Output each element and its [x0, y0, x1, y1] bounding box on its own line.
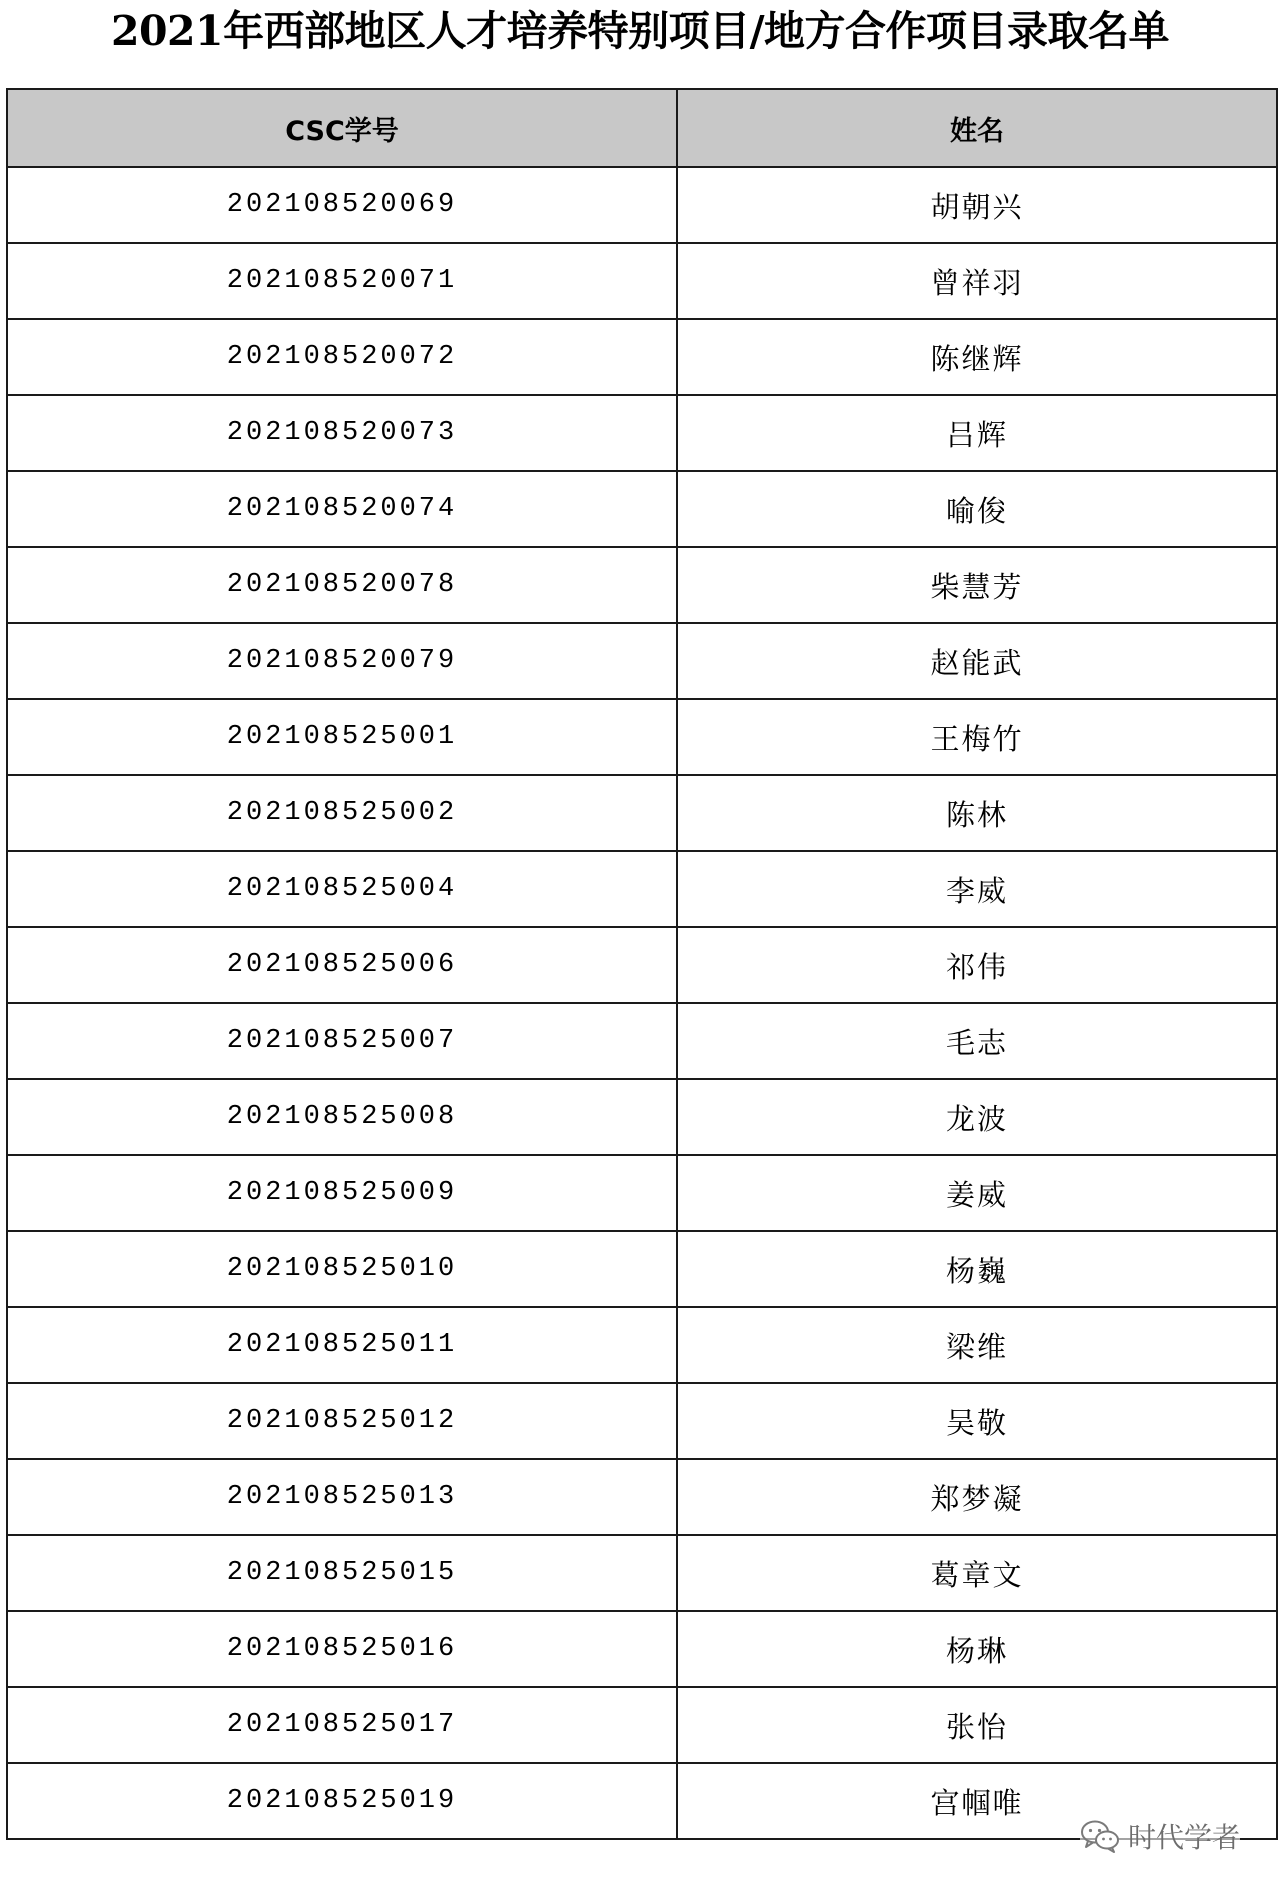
name-cell: 姜威 [677, 1155, 1277, 1231]
name-cell: 胡朝兴 [677, 167, 1277, 243]
name-cell: 吴敬 [677, 1383, 1277, 1459]
csc-id-cell: 202108525006 [7, 927, 677, 1003]
name-cell: 喻俊 [677, 471, 1277, 547]
name-cell: 陈继辉 [677, 319, 1277, 395]
table-body [7, 167, 1277, 1839]
name-cell: 吕辉 [677, 395, 1277, 471]
wechat-icon [1080, 1819, 1120, 1853]
page-title: 2021年西部地区人才培养特别项目/地方合作项目录取名单 [110, 7, 1170, 55]
csc-id-cell: 202108525011 [7, 1307, 677, 1383]
name-cell: 梁维 [677, 1307, 1277, 1383]
table-row [7, 1687, 1277, 1763]
table-row [7, 167, 1277, 243]
csc-id-cell: 202108525017 [7, 1687, 677, 1763]
name-cell: 柴慧芳 [677, 547, 1277, 623]
table-row [7, 1383, 1277, 1459]
name-cell: 曾祥羽 [677, 243, 1277, 319]
csc-id-cell: 202108525012 [7, 1383, 677, 1459]
admission-table [6, 88, 1278, 1840]
name-cell: 王梅竹 [677, 699, 1277, 775]
csc-id-cell: 202108525013 [7, 1459, 677, 1535]
csc-id-cell: 202108525008 [7, 1079, 677, 1155]
csc-id-cell: 202108525009 [7, 1155, 677, 1231]
table-row [7, 395, 1277, 471]
table-header-row [7, 89, 1277, 167]
name-cell: 郑梦凝 [677, 1459, 1277, 1535]
table-row [7, 547, 1277, 623]
table-row [7, 851, 1277, 927]
name-cell: 毛志 [677, 1003, 1277, 1079]
watermark [1080, 1816, 1240, 1856]
csc-id-cell: 202108525015 [7, 1535, 677, 1611]
column-header-name: 姓名 [677, 89, 1277, 167]
csc-id-cell: 202108520078 [7, 547, 677, 623]
csc-id-cell: 202108520074 [7, 471, 677, 547]
csc-id-cell: 202108525002 [7, 775, 677, 851]
csc-id-cell: 202108520069 [7, 167, 677, 243]
table-row [7, 927, 1277, 1003]
name-cell: 葛章文 [677, 1535, 1277, 1611]
csc-id-cell: 202108525010 [7, 1231, 677, 1307]
table-row [7, 1535, 1277, 1611]
csc-id-cell: 202108525019 [7, 1763, 677, 1839]
table-row [7, 1611, 1277, 1687]
csc-id-cell: 202108520071 [7, 243, 677, 319]
csc-id-cell: 202108525016 [7, 1611, 677, 1687]
csc-id-cell: 202108525004 [7, 851, 677, 927]
watermark-text: 时代学者 [1127, 1821, 1240, 1854]
name-cell: 杨琳 [677, 1611, 1277, 1687]
table-row [7, 471, 1277, 547]
name-cell: 宫帼唯 [677, 1763, 1277, 1839]
table-row [7, 1231, 1277, 1307]
csc-id-cell: 202108520079 [7, 623, 677, 699]
name-cell: 杨巍 [677, 1231, 1277, 1307]
table-row [7, 1459, 1277, 1535]
column-header-csc-id: CSC学号 [7, 89, 677, 167]
table-row [7, 1155, 1277, 1231]
table-row [7, 243, 1277, 319]
name-cell: 陈林 [677, 775, 1277, 851]
table-row [7, 699, 1277, 775]
table-row [7, 319, 1277, 395]
table-row [7, 1003, 1277, 1079]
csc-id-cell: 202108525007 [7, 1003, 677, 1079]
csc-id-cell: 202108525001 [7, 699, 677, 775]
table-row [7, 1079, 1277, 1155]
name-cell: 张怡 [677, 1687, 1277, 1763]
csc-id-cell: 202108520073 [7, 395, 677, 471]
table-row [7, 1307, 1277, 1383]
csc-id-cell: 202108520072 [7, 319, 677, 395]
table-row [7, 775, 1277, 851]
name-cell: 龙波 [677, 1079, 1277, 1155]
name-cell: 赵能武 [677, 623, 1277, 699]
name-cell: 李威 [677, 851, 1277, 927]
name-cell: 祁伟 [677, 927, 1277, 1003]
table-row [7, 623, 1277, 699]
